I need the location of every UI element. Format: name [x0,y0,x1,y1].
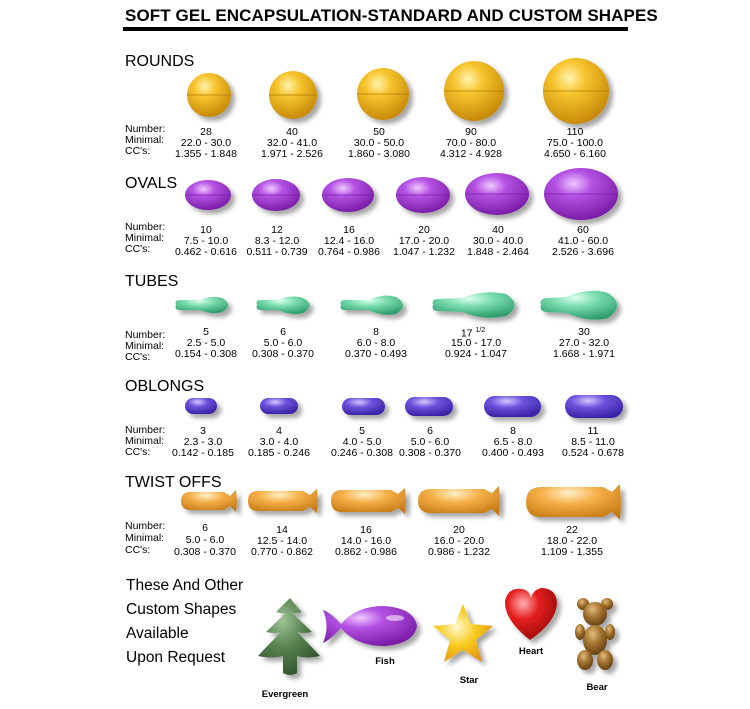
value-minimal: 75.0 - 100.0 [546,137,604,149]
value-minimal: 7.5 - 10.0 [183,235,229,247]
value-cc: 0.770 - 0.862 [251,546,313,558]
value-cc: 4.312 - 4.928 [440,148,502,160]
value-cc: 1.971 - 2.526 [261,148,323,160]
heart-shape [505,588,557,640]
value-number: 40 [492,224,504,236]
section-title-twist-offs: TWIST OFFS [125,474,222,491]
value-minimal: 30.0 - 40.0 [472,235,524,247]
row-label-cc: CC's: [125,544,151,556]
value-cc: 0.986 - 1.232 [428,546,490,558]
star-shape [433,604,493,662]
bear-shape [575,598,615,670]
number-main: 17 [460,327,473,340]
row-label-number: Number: [125,221,166,233]
value-cc: 0.185 - 0.246 [248,447,310,459]
row-label-cc: CC's: [125,145,151,157]
value-minimal: 4.0 - 5.0 [342,436,382,448]
value-number: 14 [276,524,288,536]
value-minimal: 8.5 - 11.0 [571,436,615,448]
row-label-minimal: Minimal: [125,134,165,146]
value-minimal: 5.0 - 6.0 [263,337,303,349]
value-number: 90 [465,126,477,138]
row-label-cc: CC's: [125,351,151,363]
value-number: 50 [373,126,385,138]
value-minimal: 41.0 - 60.0 [557,235,609,247]
row-label-cc: CC's: [125,446,151,458]
value-number: 22 [566,524,578,536]
row-label-number: Number: [125,329,166,341]
value-cc: 0.370 - 0.493 [345,348,407,360]
value-minimal: 27.0 - 32.0 [558,337,610,349]
value-cc: 1.109 - 1.355 [541,546,603,558]
value-cc: 0.511 - 0.739 [246,246,308,258]
value-number: 6 [280,326,286,338]
section-title-oblongs: OBLONGS [125,378,205,395]
value-number: 60 [577,224,589,236]
custom-note-line: Custom Shapes [126,601,237,618]
value-cc: 0.308 - 0.370 [174,546,236,558]
value-cc: 0.246 - 0.308 [331,447,393,459]
value-minimal: 15.0 - 17.0 [450,337,502,349]
value-cc: 0.462 - 0.616 [175,246,237,258]
row-label-cc: CC's: [125,243,151,255]
value-number: 6 [427,425,433,437]
value-minimal: 12.5 - 14.0 [256,535,308,547]
caption-star: Star [459,675,479,686]
value-cc: 1.860 - 3.080 [348,148,410,160]
value-number: 12 [271,224,283,236]
value-minimal: 2.5 - 5.0 [186,337,226,349]
custom-note-line: Upon Request [126,649,226,666]
value-cc: 1.355 - 1.848 [175,148,237,160]
value-cc: 2.526 - 3.696 [552,246,614,258]
value-minimal: 17.0 - 20.0 [398,235,450,247]
evergreen-shape [258,598,320,675]
value-number: 4 [276,425,282,437]
section-title-ovals: OVALS [125,175,178,192]
custom-note-line: Available [126,625,189,642]
value-cc: 1.848 - 2.464 [467,246,529,258]
number-fraction: 1/2 [475,327,486,334]
value-cc: 0.400 - 0.493 [482,447,544,459]
value-cc: 0.142 - 0.185 [172,447,234,459]
custom-note-line: These And Other [126,577,244,594]
value-minimal: 30.0 - 50.0 [353,137,405,149]
value-number: 16 [343,224,355,236]
value-cc: 0.524 - 0.678 [562,447,624,459]
value-number: 11 [587,425,599,437]
value-cc: 0.924 - 1.047 [445,348,507,360]
value-number: 8 [373,326,379,338]
caption-bear: Bear [586,682,608,693]
row-label-minimal: Minimal: [125,532,165,544]
value-cc: 0.308 - 0.370 [399,447,461,459]
value-number: 20 [418,224,430,236]
value-number: 28 [200,126,212,138]
value-minimal: 6.0 - 8.0 [356,337,396,349]
value-minimal: 3.0 - 4.0 [259,436,299,448]
value-number: 3 [200,425,206,437]
page-title: SOFT GEL ENCAPSULATION-STANDARD AND CUSTOM SHAPES [125,6,658,25]
row-label-minimal: Minimal: [125,232,165,244]
value-minimal: 12.4 - 16.0 [323,235,375,247]
value-number: 20 [453,524,465,536]
value-number: 40 [286,126,298,138]
value-minimal: 32.0 - 41.0 [266,137,318,149]
caption-heart: Heart [518,646,544,657]
value-minimal: 6.5 - 8.0 [493,436,533,448]
value-number: 10 [200,224,212,236]
value-minimal: 2.3 - 3.0 [183,436,223,448]
value-number: 110 [566,126,584,138]
row-label-minimal: Minimal: [125,435,165,447]
value-cc: 0.764 - 0.986 [318,246,380,258]
row-label-number: Number: [125,520,166,532]
value-number: 8 [510,425,516,437]
value-cc: 0.154 - 0.308 [175,348,237,360]
value-cc: 0.308 - 0.370 [252,348,314,360]
value-minimal: 14.0 - 16.0 [340,535,392,547]
value-minimal: 16.0 - 20.0 [433,535,485,547]
value-minimal: 8.3 - 12.0 [254,235,300,247]
value-minimal: 22.0 - 30.0 [180,137,232,149]
row-label-minimal: Minimal: [125,340,165,352]
value-number: 6 [202,522,208,534]
value-minimal: 70.0 - 80.0 [445,137,497,149]
value-cc: 0.862 - 0.986 [335,546,397,558]
value-cc: 1.668 - 1.971 [553,348,615,360]
value-minimal: 5.0 - 6.0 [185,534,225,546]
row-label-number: Number: [125,424,166,436]
section-title-rounds: ROUNDS [125,53,195,70]
value-number: 5 [203,326,209,338]
caption-fish: Fish [375,656,395,667]
section-title-tubes: TUBES [125,273,179,290]
value-number: 30 [578,326,590,338]
value-minimal: 18.0 - 22.0 [546,535,598,547]
row-label-number: Number: [125,123,166,135]
value-cc: 1.047 - 1.232 [393,246,455,258]
value-number: 5 [359,425,365,437]
value-number: 16 [360,524,372,536]
value-minimal: 5.0 - 6.0 [410,436,450,448]
value-cc: 4.650 - 6.160 [544,148,606,160]
fish-shape [323,606,417,646]
caption-evergreen: Evergreen [261,689,309,700]
